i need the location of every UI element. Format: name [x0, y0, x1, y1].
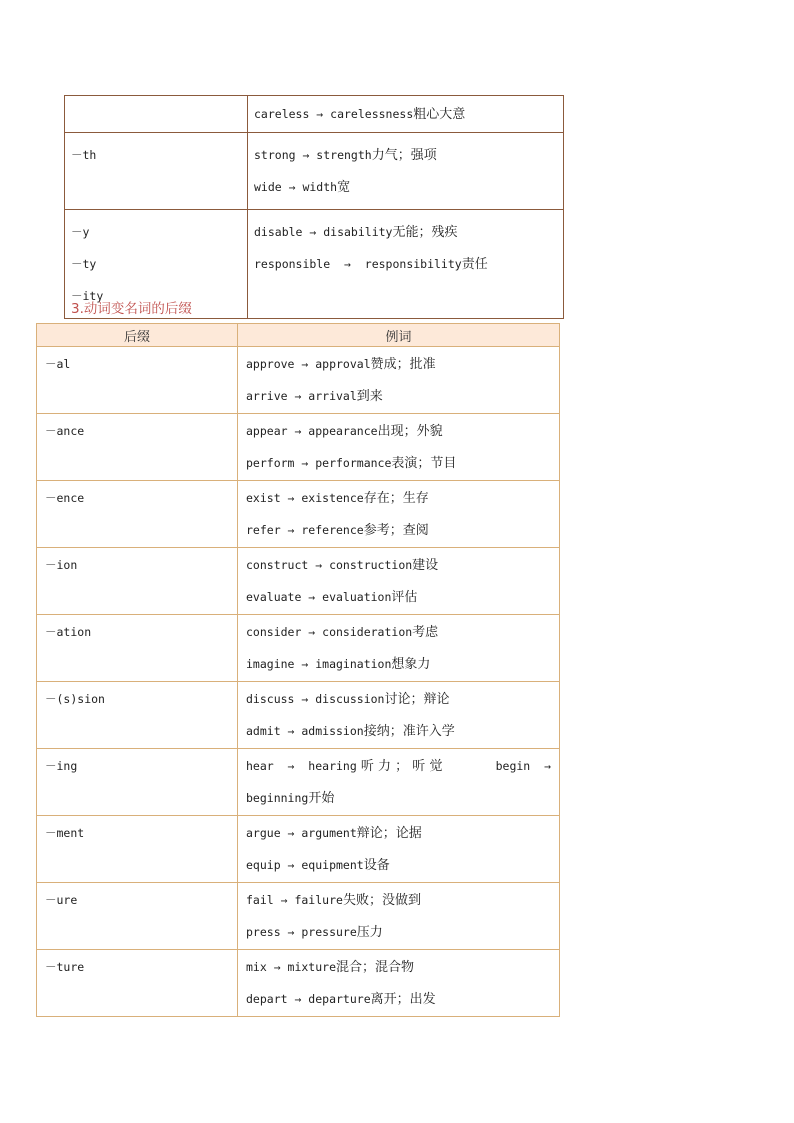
- table-row: [37, 481, 560, 548]
- example-line: admit → admission接纳；准许入学: [246, 724, 455, 739]
- example-line: wide → width宽: [254, 180, 351, 195]
- table-row: [65, 133, 564, 210]
- example-cell: [248, 133, 564, 210]
- table-row: [65, 96, 564, 133]
- suffix-label: －ion: [45, 558, 78, 572]
- example-cell: [238, 548, 560, 615]
- example-line: exist → existence存在；生存: [246, 491, 429, 506]
- suffix-label: －al: [45, 357, 71, 371]
- example-line: evaluate → evaluation评估: [246, 590, 418, 605]
- example-line: appear → appearance出现；外貌: [246, 424, 443, 439]
- example-cell: [248, 96, 564, 133]
- suffix-label: －ence: [45, 491, 85, 505]
- table-row: [37, 749, 560, 816]
- example-cell: [238, 749, 560, 816]
- suffix-label: －ture: [45, 960, 85, 974]
- header-suffix: 后缀: [37, 324, 238, 347]
- example-line: fail → failure失败；没做到: [246, 893, 421, 908]
- header-examples: 例词: [238, 324, 560, 347]
- suffix-cell: [37, 347, 238, 414]
- suffix-cell: [37, 816, 238, 883]
- suffix-cell: [37, 414, 238, 481]
- table-header-row: [37, 324, 560, 347]
- example-line: discuss → discussion讨论；辩论: [246, 692, 450, 707]
- verb-to-noun-suffix-table: [36, 323, 560, 1017]
- example-line: careless → carelessness粗心大意: [254, 107, 466, 122]
- example-line: depart → departure离开；出发: [246, 992, 436, 1007]
- suffix-label: －ment: [45, 826, 85, 840]
- example-cell: [238, 883, 560, 950]
- table-row: [37, 548, 560, 615]
- suffix-cell: [37, 950, 238, 1017]
- table-row: [37, 950, 560, 1017]
- example-line: equip → equipment设备: [246, 858, 390, 873]
- suffix-cell: [37, 749, 238, 816]
- section-title: 3.动词变名词的后缀: [71, 301, 192, 317]
- table-row: [37, 883, 560, 950]
- example-line: refer → reference参考；查阅: [246, 523, 429, 538]
- example-line: imagine → imagination想象力: [246, 657, 431, 672]
- suffix-cell: －th: [65, 133, 248, 210]
- example-cell: [238, 481, 560, 548]
- suffix-cell: [37, 481, 238, 548]
- example-line: hear → hearing 听 力 ； 听 觉 begin →: [246, 759, 551, 774]
- example-line: responsible → responsibility责任: [254, 257, 488, 272]
- example-line: consider → consideration考虑: [246, 625, 439, 640]
- suffix-cell: [37, 682, 238, 749]
- example-cell: [238, 615, 560, 682]
- table-row: [37, 615, 560, 682]
- example-line: press → pressure压力: [246, 925, 383, 940]
- example-line: construct → construction建设: [246, 558, 439, 573]
- example-line: strong → strength力气；强项: [254, 148, 437, 163]
- example-cell: [238, 347, 560, 414]
- table-row: [37, 347, 560, 414]
- example-cell: [238, 816, 560, 883]
- suffix-label: －ure: [45, 893, 78, 907]
- example-cell: [238, 682, 560, 749]
- suffix-cell: －y －ty －ity: [65, 210, 248, 319]
- table-row: [37, 414, 560, 481]
- example-line: beginning开始: [246, 791, 335, 806]
- suffix-cell: [37, 615, 238, 682]
- suffix-label: －ance: [45, 424, 85, 438]
- example-line: argue → argument辩论；论据: [246, 826, 422, 841]
- suffix-cell: [37, 548, 238, 615]
- suffix-table-continued: [64, 95, 564, 319]
- example-cell: [238, 950, 560, 1017]
- example-line: mix → mixture混合；混合物: [246, 960, 415, 975]
- suffix-label: －ing: [45, 759, 78, 773]
- suffix-cell: [37, 883, 238, 950]
- suffix-label: －ation: [45, 625, 92, 639]
- example-line: arrive → arrival到来: [246, 389, 383, 404]
- example-cell: [238, 414, 560, 481]
- suffix-label: －(s)sion: [45, 692, 105, 706]
- example-line: perform → performance表演；节目: [246, 456, 457, 471]
- table-row: [37, 816, 560, 883]
- table-row: [37, 682, 560, 749]
- example-cell: [248, 210, 564, 319]
- example-line: approve → approval赞成；批准: [246, 357, 436, 372]
- example-line: disable → disability无能；残疾: [254, 225, 458, 240]
- suffix-cell: [65, 96, 248, 133]
